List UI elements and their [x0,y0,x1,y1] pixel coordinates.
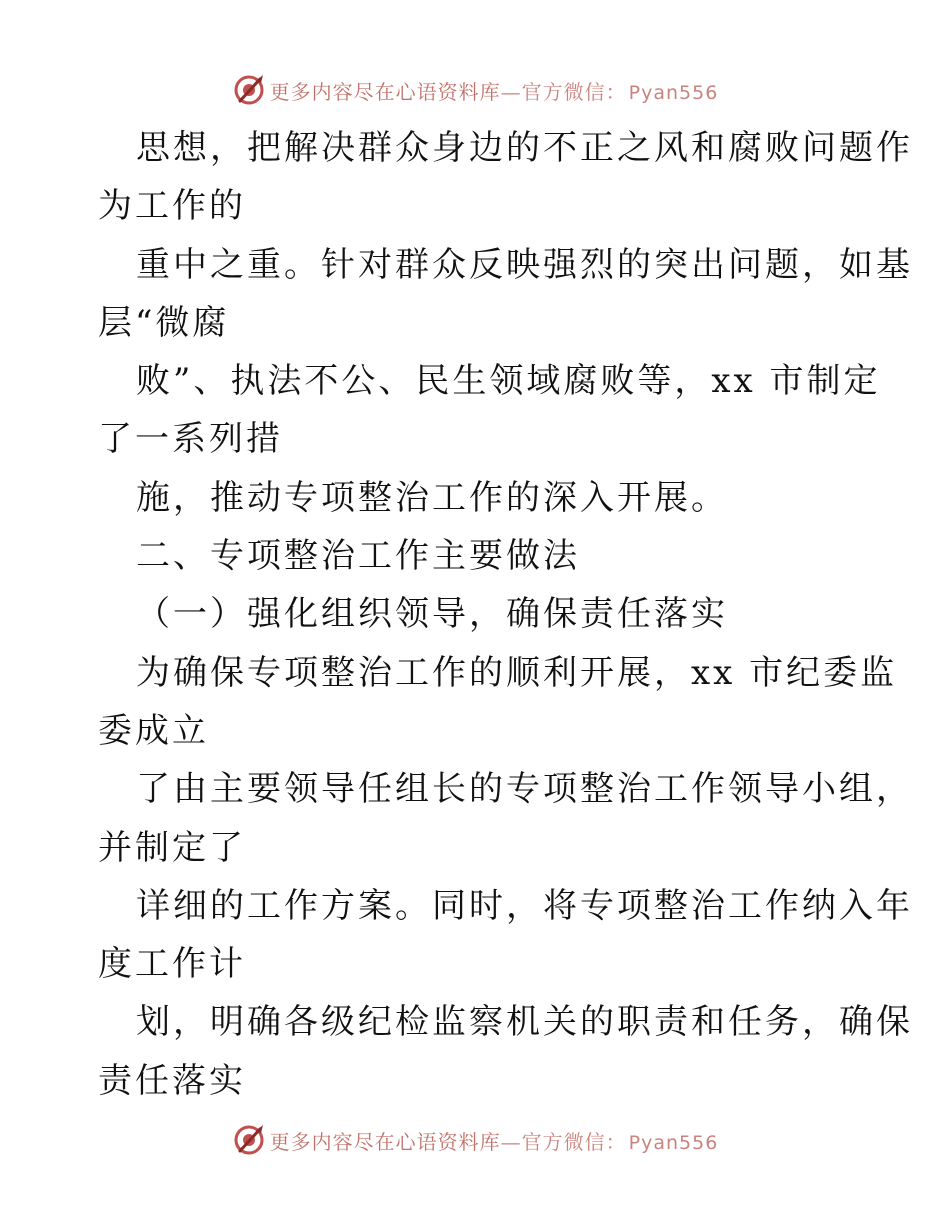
watermark-official: 官方微信： [521,1129,627,1154]
text-line: 思想，把解决群众身边的不正之风和腐败问题作 [136,128,913,168]
text-line: 重中之重。针对群众反映强烈的突出问题，如基 [136,244,913,285]
text-line: 了一系列措 [98,419,283,460]
text-line: 并制定了 [98,827,246,868]
watermark-brand: 更多内容尽在心语资料库 [269,1129,501,1154]
text-line: 败”、执法不公、民生领域腐败等，xx 市制定 [136,361,881,402]
subsection-heading: （一）强化组织领导，确保责任落实 [136,594,728,635]
watermark-text [270,76,719,105]
watermark-official: 官方微信： [521,79,627,104]
watermark-text [270,1126,719,1155]
red-quill-seal-icon [232,73,266,107]
footer-watermark [0,1120,950,1160]
header-watermark [0,70,950,110]
text-line: 度工作计 [98,944,246,985]
watermark-wechat-id: Pyan556 [628,81,719,104]
watermark-brand: 更多内容尽在心语资料库 [269,79,501,104]
text-line: 委成立 [98,710,209,751]
red-quill-seal-icon [232,1123,266,1157]
watermark-dash: — [500,79,522,104]
watermark-dash: — [500,1129,522,1154]
text-line: 施，推动专项整治工作的深入开展。 [136,477,728,518]
text-line: 层“微腐 [98,302,230,343]
text-line: 详细的工作方案。同时，将专项整治工作纳入年 [136,885,913,926]
section-heading: 二、专项整治工作主要做法 [136,536,580,577]
text-line: 为确保专项整治工作的顺利开展，xx 市纪委监 [136,652,898,693]
watermark-wechat-id: Pyan556 [628,1131,719,1154]
text-line: 划，明确各级纪检监察机关的职责和任务，确保 [136,1002,913,1043]
text-line: 责任落实 [98,1060,246,1101]
document-body [98,119,913,1110]
text-line: 为工作的 [98,186,246,227]
text-line: 了由主要领导任组长的专项整治工作领导小组， [136,769,913,810]
